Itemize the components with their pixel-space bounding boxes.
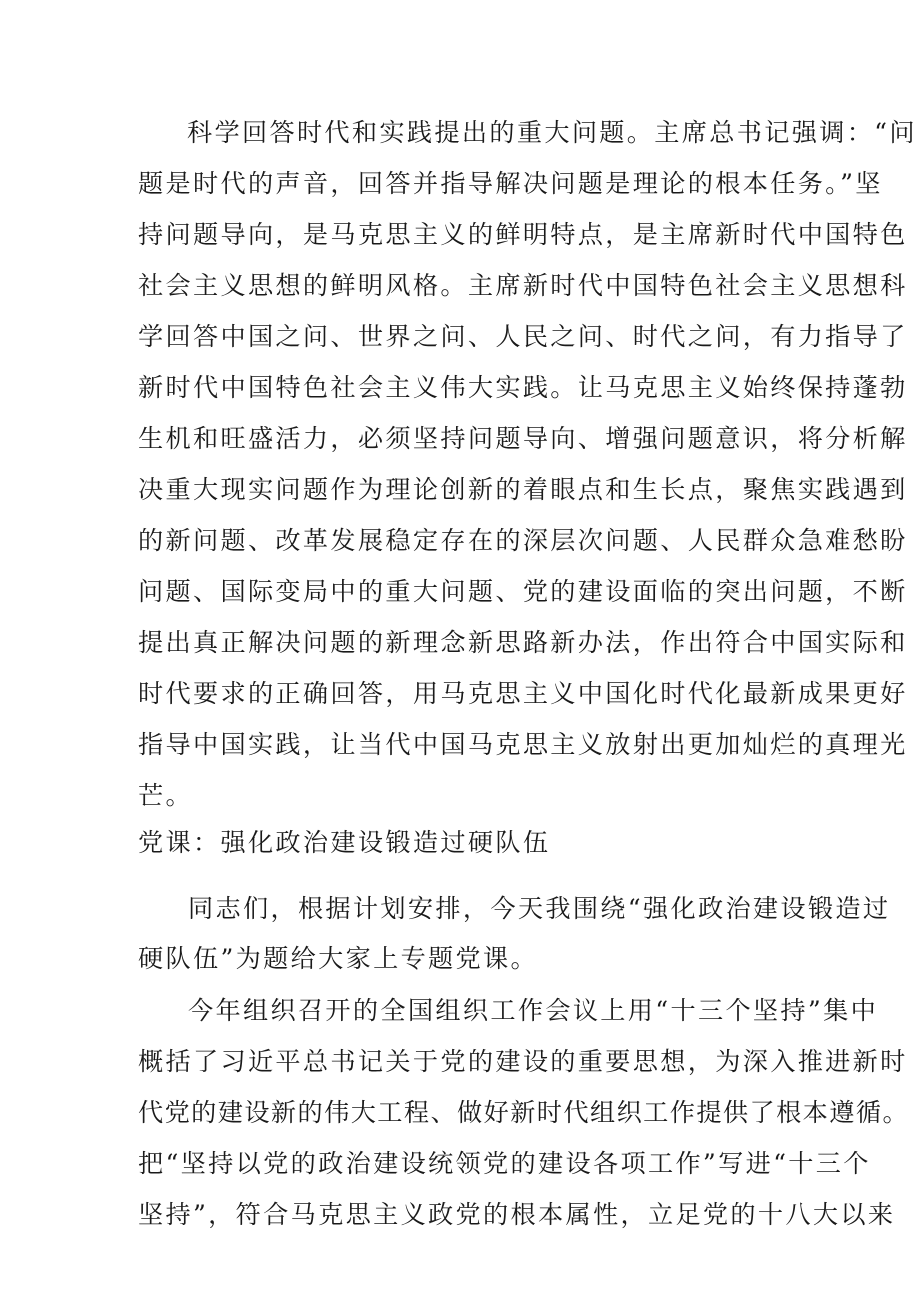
paragraph-1-line-11: 提出真正解决问题的新理念新思路新办法，作出符合中国实际和	[138, 628, 908, 657]
paragraph-1-line-7: 生机和旺盛活力，必须坚持问题导向、增强问题意识，将分析解	[138, 424, 908, 453]
paragraph-3-line-5: 坚持”，符合马克思主义政党的根本属性，立足党的十八大以来	[138, 1200, 896, 1229]
paragraph-3-line-4: 把“坚持以党的政治建设统领党的建设各项工作”写进“十三个	[138, 1149, 871, 1178]
paragraph-3-line-2: 概括了习近平总书记关于党的建设的重要思想，为深入推进新时	[138, 1047, 908, 1076]
paragraph-1-line-3: 持问题导向，是马克思主义的鲜明特点，是主席新时代中国特色	[138, 220, 908, 249]
paragraph-1-line-5: 学回答中国之问、世界之问、人民之问、时代之问，有力指导了	[138, 322, 908, 351]
paragraph-1-line-10: 问题、国际变局中的重大问题、党的建设面临的突出问题，不断	[138, 577, 908, 606]
paragraph-2-line-2: 硬队伍”为题给大家上专题党课。	[138, 944, 539, 973]
paragraph-1-line-13: 指导中国实践，让当代中国马克思主义放射出更加灿烂的真理光	[138, 730, 908, 759]
paragraph-1-line-2: 题是时代的声音，回答并指导解决问题是理论的根本任务。”坚	[138, 169, 883, 198]
paragraph-1-line-12: 时代要求的正确回答，用马克思主义中国化时代化最新成果更好	[138, 679, 908, 708]
paragraph-1-line-1: 科学回答时代和实践提出的重大问题。主席总书记强调：“问	[187, 118, 917, 147]
paragraph-3-line-3: 代党的建设新的伟大工程、做好新时代组织工作提供了根本遵循。	[138, 1098, 910, 1127]
section-heading: 党课：强化政治建设锻造过硬队伍	[138, 828, 551, 857]
paragraph-2-line-1: 同志们，根据计划安排，今天我围绕“强化政治建设锻造过	[188, 894, 891, 923]
paragraph-1-line-8: 决重大现实问题作为理论创新的着眼点和生长点，聚焦实践遇到	[138, 475, 908, 504]
paragraph-1-line-4: 社会主义思想的鲜明风格。主席新时代中国特色社会主义思想科	[138, 271, 908, 300]
paragraph-3-line-1: 今年组织召开的全国组织工作会议上用“十三个坚持”集中	[188, 996, 879, 1025]
paragraph-1-line-6: 新时代中国特色社会主义伟大实践。让马克思主义始终保持蓬勃	[138, 373, 908, 402]
paragraph-1-line-14: 芒。	[138, 781, 193, 810]
paragraph-1-line-9: 的新问题、改革发展稳定存在的深层次问题、人民群众急难愁盼	[138, 526, 908, 555]
